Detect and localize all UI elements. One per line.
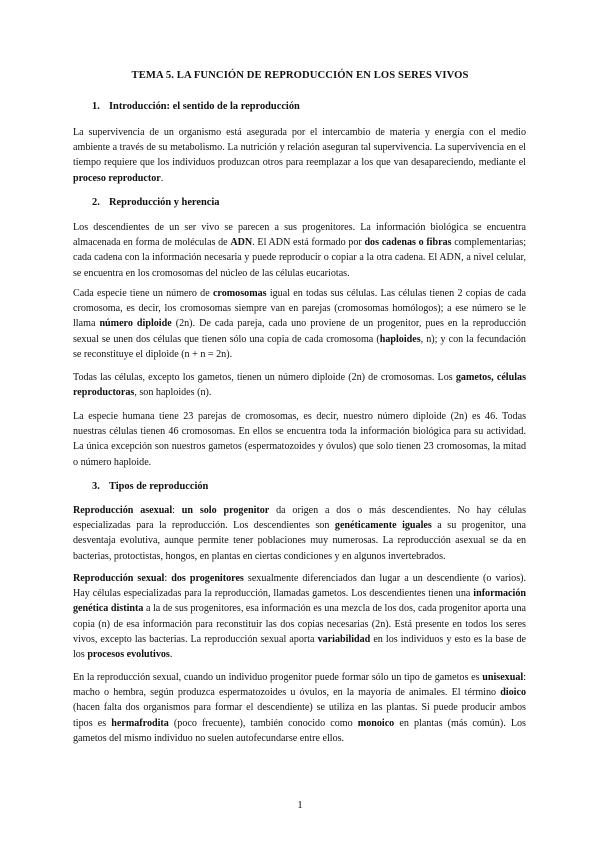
section-heading-3 (92, 481, 208, 492)
text-run: , n); y con la fecundación se reconstituye el diploide (n + n = 2n). (73, 333, 526, 360)
text-bold: un solo progenitor (181, 505, 270, 516)
section-title: Introducción: el sentido de la reproducción (109, 101, 300, 112)
section-title: Reproducción y herencia (109, 197, 220, 208)
text-run: a la de sus progenitores, esa información es una mezcla de los dos, cada progenitor aporta una copia (n) de esa información para reconstituir las dos copias necesarias (2n). Está presente en todos los seres vivos, excepto las bacterias. La reproducción sexual aporta (73, 603, 526, 645)
text-bold: Reproducción asexual (73, 505, 173, 516)
text-bold: monoico (357, 717, 395, 729)
text-run: : (172, 505, 182, 516)
section-heading-1 (92, 101, 300, 112)
text-bold: unisexual (482, 672, 524, 683)
text-run: : (164, 573, 172, 584)
text-run: en los individuos y esto es la base de los (73, 633, 526, 661)
text-run: igual en todas sus células. Las células tienen 2 copias de cada cromosoma, es decir, los cromosomas siempre van en parejas (cromosomas homólogos); a ese número se le llama (73, 288, 526, 330)
text-run: Todas las células, excepto los gametos, tienen un número diploide (2n) de cromosomas. Los (73, 372, 456, 383)
text-bold: variabilidad (317, 633, 371, 645)
text-bold: información genética distinta (73, 588, 526, 615)
text-bold: gametos, células reproductoras (73, 372, 526, 399)
text-bold: dos cadenas o fibras (364, 237, 452, 249)
paragraph-especie-humana (73, 409, 526, 470)
text-run: : macho o hembra, según produzca espermatozoides u óvulos, en la mayoría de animales. El término (73, 672, 526, 699)
paragraph-gametos (73, 370, 526, 400)
text-run: (2n). De cada pareja, cada uno proviene de un progenitor, pues en la reproducción sexual se unen dos células que tienen sólo una copia de cada cromosoma ( (73, 318, 526, 345)
text-run: (hacen falta dos organismos para formar el descendiente) se utiliza en las plantas. Si puede producir ambos tipos es (73, 702, 526, 729)
text-bold: cromosomas (212, 288, 267, 299)
text-run: complementarias; cada cadena con la información necesaria y puede reproducir o copiar a la otra cadena. El ADN, a nivel celular, se encuentra en los cromosomas del núcleo de las células eucariotas. (73, 237, 526, 279)
section-title: Tipos de reproducción (109, 481, 209, 492)
paragraph-unisexual (73, 670, 526, 746)
paragraph-herencia (73, 220, 526, 281)
paragraph-intro (73, 125, 526, 186)
text-run: La supervivencia de un organismo está asegurada por el intercambio de materia y energía con el medio ambiente a través de su metabolismo. La nutrición y relación aseguran tal supervivencia. La supervivencia en el tiempo requiere que los individuos produzcan otros para reemplazar a los que van desapareciendo, mediante el (73, 127, 526, 169)
text-run: en plantas (más común). Los gametos del mismo individuo no suelen autofecundarse entre ellos. (73, 717, 526, 744)
text-run: a su progenitor, una desventaja evolutiva, aunque permite tener poblaciones muy numerosas. La reproducción asexual se da en bacterias, protoctistas, hongos, en plantas en ciertas condiciones y en algunos invertebrados. (73, 520, 527, 562)
text-bold: haploides (379, 333, 421, 345)
section-heading-2 (92, 197, 219, 208)
text-bold: dioico (500, 687, 526, 699)
text-run: da origen a dos o más descendientes. No hay células especializadas para la reproducción. Los descendientes son (73, 505, 527, 532)
text-run: , son haploides (n). (134, 387, 212, 399)
text-bold: hermafrodita (111, 717, 169, 729)
text-bold: proceso reproductor (73, 172, 161, 184)
text-bold: procesos evolutivos (87, 649, 170, 661)
paragraph-asexual (73, 503, 526, 564)
section-number: 1. (92, 101, 100, 112)
text-bold: genéticamente iguales (334, 520, 432, 532)
text-run: (poco frecuente), también conocido como (168, 717, 358, 729)
text-run: sexualmente diferenciados dan lugar a un descendiente (o varios). Hay células especializadas para la reproducción, llamadas gametos. Los descendientes tienen una (73, 573, 527, 600)
text-run: La especie humana tiene 23 parejas de cromosomas, es decir, nuestro número diploide (2n) es 46. Todas nuestras células tienen 46 cromosomas. En ellos se encuentra toda la información biológica para su actividad. La única excepción son nuestros gametos (espermatozoides y óvulos) que solo tienen 23 cromosomas, la mitad o número haploide. (73, 411, 526, 468)
text-run: Los descendientes de un ser vivo se parecen a sus progenitores. La información biológica se encuentra almacenada en forma de moléculas de (73, 222, 526, 249)
text-run: . (169, 649, 173, 661)
paragraph-sexual (73, 571, 526, 662)
text-run: En la reproducción sexual, cuando un individuo progenitor puede formar sólo un tipo de gametos es (73, 672, 483, 683)
document-title: TEMA 5. LA FUNCIÓN DE REPRODUCCIÓN EN LOS SERES VIVOS (131, 70, 469, 81)
text-run: Cada especie tiene un número de (73, 288, 213, 299)
section-number: 2. (92, 197, 100, 208)
text-bold: número diploide (99, 318, 172, 330)
text-bold: Reproducción sexual (73, 573, 165, 584)
page-number: 1 (297, 799, 303, 811)
text-bold: dos progenitores (171, 573, 244, 584)
section-number: 3. (92, 481, 100, 492)
text-run: . El ADN está formado por (252, 237, 365, 249)
text-run: . (160, 172, 164, 184)
text-bold: ADN (230, 237, 253, 249)
paragraph-cromosomas (73, 286, 526, 362)
